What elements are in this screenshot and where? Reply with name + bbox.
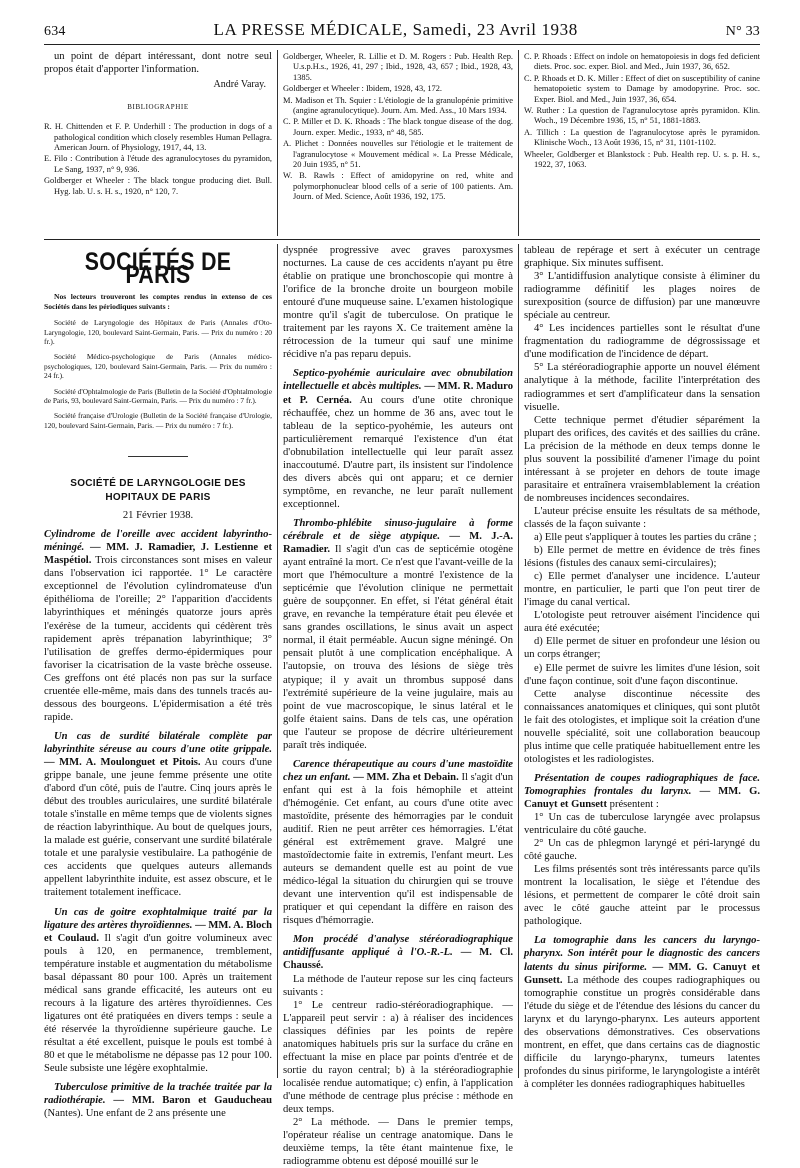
list-item: b) Elle permet de mettre en évidence de très fines lésions (fistules des canaux semi-circulaires); xyxy=(524,545,760,570)
article-authors: — MM. J. Ramadier, J. Lestienne et Maspétiol. xyxy=(44,542,272,567)
article-title: La tomographie dans les cancers du laryngo-pharynx. Son intérêt pour le diagnostic des cancers latents du sinus piriforme. xyxy=(524,935,760,973)
paragraph: L'otologiste peut retrouver aisément l'incidence qui aura été exécutée; xyxy=(524,610,760,635)
top-column-3 xyxy=(524,52,760,236)
reference: Goldberger et Wheeler : The black tongue producing diet. Bull. Hyg. lab. U. s. H. s., 1920, n° 120, 7. xyxy=(44,176,272,196)
article-authors: — MM. G. Canuyt et Gunsett xyxy=(524,785,760,810)
reference: E. Filo : Contribution à l'étude des agranulocytoses du pyramidon, Le Sang, 1937, n° 9, 936. xyxy=(44,154,272,174)
column-divider xyxy=(277,50,278,236)
section-separator xyxy=(44,239,760,240)
paragraph: 5° La stéréoradiographie apporte un nouvel élément analytique à la méthode, facilite l'interprétation des radiogrammes et sert d'amplificateur dans la sensation visuelle. xyxy=(524,362,760,413)
article-title: Présentation de coupes radiographiques de face. Tomographies frontales du larynx. xyxy=(524,772,760,797)
reference: C. P. Rhoads : Effect on indole on hematopoiesis in dogs fed deficient diets. Proc. soc. exper. Biol. and Med., Juin 1937, 36, 652. xyxy=(524,52,760,72)
society-heading: SOCIÉTÉ DE LARYNGOLOGIE DES HOPITAUX DE PARIS xyxy=(70,478,246,504)
paragraph: 3° L'antidiffusion analytique consiste à éliminer du radiogramme définitif les plages noires de surexposition (source de diffusion) par une manœuvre spéciale au centreur. xyxy=(524,271,760,322)
article-authors: — M. Cl. Chaussé. xyxy=(283,947,513,972)
article-title: Carence thérapeutique au cours d'une mastoïdite chez un enfant. xyxy=(283,758,513,783)
society-entry: Société française d'Urologie (Bulletin de la Société française d'Urologie, 120, boulevard Saint-Germain, Paris. — Prix du numéro : 7 fr.). xyxy=(44,411,272,430)
list-item: a) Elle peut s'appliquer à toutes les parties du crâne ; xyxy=(534,532,757,544)
body-column-3 xyxy=(524,244,760,1090)
article xyxy=(283,758,513,928)
notice: Nos lecteurs trouveront les comptes rendus in extenso de ces Sociétés dans les périodiques suivants : xyxy=(44,292,272,312)
list-item: 1° Un cas de tuberculose laryngée avec prolapsus ventriculaire du côté gauche. xyxy=(524,812,760,837)
article xyxy=(524,772,760,811)
article xyxy=(283,517,513,752)
article-authors: — MM. A. Moulonguet et Pitois. xyxy=(44,757,201,768)
paragraph: 4° Les incidences partielles sont le résultat d'une fragmentation du radiogramme de dégrossissage et d'une modification de l'incidence de départ. xyxy=(524,323,760,361)
article-ending: un point de départ intéressant, dont notre seul propos était d'apporter l'information. xyxy=(44,51,272,76)
paragraph: La méthode de l'auteur repose sur les cinq facteurs suivants : xyxy=(283,973,513,998)
article-body: Au cours d'une grippe banale, une jeune femme présente une otite d'abord d'un côté, puis de l'autre. Cinq jours après le début des troubles auriculaires, une surdité bilatérale totale s'installe en même temps que de violents signes de réaction labyrinthique. Au bout de quelques jours, la malade est guérie, conservant une surdité bilatérale totale et une paralysie vestibulaire. La pathogénie de ces accidents que quelques auteurs allemands appellent labyrinthite induite, est assez obscure, et le traitement totalement inefficace. xyxy=(44,757,272,899)
list-item: c) Elle permet d'analyser une incidence. L'auteur montre, en particulier, le parti que l'on peut tirer de l'image du canal vertical. xyxy=(524,571,760,609)
society-entry: Société de Laryngologie des Hôpitaux de Paris (Annales d'Oto-Laryngologie, 120, boulevard Saint-Germain, Paris. — Prix du numéro : 20 fr.). xyxy=(44,318,272,346)
paragraph: Cette analyse discontinue nécessite des connaissances anatomiques et cliniques, qui sont plutôt le fait des otologistes, et implique soit la création d'une nouvelle spécialité, soit une collaboration beaucoup plus intime que celle pratiquée habituellement entre les otologistes et les radiologistes. xyxy=(524,688,760,765)
reference: C. P. Miller et D. K. Rhoads : The black tongue disease of the dog. Journ. exper. Medic., 1933, n° 48, 585. xyxy=(283,117,513,137)
article-authors: — M. J.-A. Ramadier. xyxy=(283,530,513,556)
reference: R. H. Chittenden et F. P. Underhill : The production in dogs of a pathological condition which closely resembles Human Pellagra. American Journ. of Physiology, 1917, 44, 13. xyxy=(44,122,272,152)
reference: A. Tillich : La question de l'agranulocytose après le pyramidon. Klinische Woch., 13 Août 1936, 15, n° 31, 1101-1102. xyxy=(524,127,760,148)
reference: Wheeler, Goldberger et Blankstock : Pub. Health rep. U. s. p. H. s., 1922, 37, 1063. xyxy=(524,149,760,170)
article-body: (Nantes). Une enfant de 2 ans présente une xyxy=(44,1108,226,1120)
separator xyxy=(128,456,188,457)
reference: Goldberger et Wheeler : Ibidem, 1928, 43, 172. xyxy=(283,84,443,94)
article-title: Thrombo-phlébite sinuso-jugulaire à forme cérébrale et de siège atypique. xyxy=(283,517,513,542)
society-entry: Société d'Ophtalmologie de Paris (Bulletin de la Société d'Ophtalmologie de Paris, 93, boulevard Saint-Germain, Paris. — Prix du numéro : 7 fr.). xyxy=(44,386,272,405)
paragraph: L'auteur précise ensuite les résultats de sa méthode, classés de la façon suivante : xyxy=(524,505,760,530)
article-body: Il s'agit d'un goitre volumineux avec pouls à 120, en permanence, tremblement, température instable et augmentation du métabolisme basal dépassant 80 pour 100. Après un traitement médical sans grande efficacité, les auteurs ont eu recours à la ligature des artères thyroïdiennes. Ces ligatures ont été pratiquées en divers temps : seule a été réservée la thyroïdienne supérieure gauche. Le résultat a été excellent, puisque le pouls est tombé à 80 et que le métabolisme ne dépasse pas 12 pour 100. Seule subsiste une légère exophtalmie. xyxy=(44,932,273,1075)
reference: W. B. Rawls : Effect of amidopyrine on red, white and polymorphonuclear blood cells of a serie of 100 patients. Am. Journ. of Med. Science, Août 1936, 192, 175. xyxy=(283,171,513,202)
article-body: Il s'agit d'un cas de septicémie otogène ayant entraîné la mort. Ce n'est que l'avant-veille de la mort que l'hémoculture a montré l'existence de la septicémie que l'évolution clinique ne permettait guère de soupçonner. En effet, si l'état général était grave, en revanche la température était peu élevée et sans grandes oscillations, le sinus avait un aspect normal, il était perméable. Aucun signe méningé. On pensait plutôt à une complication encéphalique. A l'autopsie, on trouva des lésions de siège très atypique; il y avait un thrombus supposé dans l'extrémité supérieure de la veine jugulaire, mais au point de vue macroscopique, le sinus latéral et le golfe étaient sains. Dans de tels cas, une opération que l'auteur se propose de décrire ultérieurement paraît très indiquée. xyxy=(283,544,514,751)
society-entry: Société Médico-psychologique de Paris (Annales médico-psychologiques, 120, boulevard Saint-Germain, Paris. — Prix du numéro : 24 fr.). xyxy=(44,352,272,381)
body-column-2 xyxy=(283,244,514,1168)
article-authors: — MM. G. Canuyt et Gunsett. xyxy=(524,961,760,986)
paragraph: Cette technique permet d'étudier séparément la plupart des orifices, des cavités et des saillies du crâne. La précision de la méthode en deux temps donne le plus souvent la possibilité d'amener l'image du point intéressant à se projeter en dehors de toute image parasitaire et entraînera vraisemblablement la création de nombreuses incidences secondaires. xyxy=(524,414,760,504)
column-divider xyxy=(518,244,519,1078)
article-title: Mon procédé d'analyse stéréoradiographique antidiffusante appliqué à l'O.-R.-L. xyxy=(283,934,513,959)
body-column-1 xyxy=(44,244,273,1120)
article-title: Tuberculose primitive de la trachée traitée par la radiothérapie. xyxy=(44,1082,272,1107)
reference: Goldberger, Wheeler, R. Lillie et D. M. Rogers : Pub. Health Rep. U.s.p.H.s., 1926, 41, 297 ; Ibid., 1928, 43, 657 ; Ibid., 1928, 43, 1385. xyxy=(283,52,513,82)
section-title: SOCIÉTÉS DE PARIS xyxy=(84,248,232,290)
article-title: Septico-pyohémie auriculaire avec obnubilation intellectuelle et abcès multiples. xyxy=(283,368,513,393)
article-continuation: dyspnée progressive avec graves paroxysmes nocturnes. La cause de ces accidents n'ayant pu être établie on pratique une bronchoscopie qui montre à l'orifice de la bronche droite un bourgeon mobile entouré d'une muqueuse saine. L'examen histologique montre qu'il s'agit de tuberculose. On pratique le traitement par les rayons X. Ce traitement amène la rétrocession de la tumeur qui sauf une minime récidive n'a pas reparu depuis. xyxy=(283,245,513,361)
article xyxy=(44,730,272,900)
article-body: Trois circonstances sont mises en valeur dans l'observation ici rapportée. 1° Le caractère exceptionnel de l'évolution cylindromateuse d'un épithélioma de l'oreille; 2° l'apparition d'accidents labyrinthiques et méningés quatorze jours après l'exérèse de la tumeur, accidents qui cédèrent très rapidement après trépanation labyrinthique; 3° l'utilisation de greffes dermo-épidermiques pour favoriser la cicatrisation de la vaste brèche osseuse. Ces greffons ont été placés non pas sur la surface cruentée elle-même, mais dans des tunnels tracés au-dessous des bourgeons. L'épidermisation a été très rapide. xyxy=(44,555,272,723)
article xyxy=(44,1081,272,1120)
list-item: d) Elle permet de situer en profondeur une lésion ou un corps étranger; xyxy=(524,636,760,661)
list-item: 2° Un cas de phlegmon laryngé et péri-laryngé du côté gauche. xyxy=(524,838,760,863)
reference: M. Madison et Th. Squier : L'étiologie de la granulopénie primitive (angine agranulocytique). Journ. Am. Med. Ass., 10 Mars 1934. xyxy=(283,95,513,116)
column-divider xyxy=(277,244,278,1078)
article xyxy=(283,367,513,511)
column-divider xyxy=(518,50,519,236)
top-column-2 xyxy=(283,52,513,236)
page-number: 634 xyxy=(44,24,66,39)
author-signature: André Varay. xyxy=(213,79,266,91)
reference: W. Ruther : La question de l'agranulocytose après pyramidon. Klin. Woch., 19 Décembre 1936, 15, n° 51, 1881-1883. xyxy=(524,106,760,126)
article-authors: — MM. Zha et Debain. xyxy=(353,771,459,783)
article-authors: — MM. R. Maduro et P. Cernéa. xyxy=(283,381,513,406)
article-authors: — MM. Baron et Gauducheau xyxy=(113,1095,272,1107)
article-body: Au cours d'une otite chronique réchauffée, chez un homme de 36 ans, avec tout le tableau de la septico-pyohémie, les auteurs ont particulièrement remarqué l'existence d'un état d'obnubilation intellectuelle qui leur paraît assez inaccoutumé. D'autre part, ils insistent sur l'indolence des divers abcès qui ont apparu; et ce dernier symptôme, en revanche, ne leur paraît nullement exceptionnel. xyxy=(283,394,513,510)
paragraph: tableau de repérage et sert à exécuter un centrage graphique. Six minutes suffisent. xyxy=(524,245,760,270)
header-rule xyxy=(44,44,760,45)
bibliography-list xyxy=(44,122,272,197)
reference: C. P. Rhoads et D. K. Miller : Effect of diet on susceptibility of canine hematopoietic system to Damage by amodopyrine. Proc. soc. Exper. Biol. and Med., Juin 1937, 36, 654. xyxy=(524,73,760,104)
article-title: Un cas de surdité bilatérale complète par labyrinthite séreuse au cours d'une otite grippale. xyxy=(44,730,272,755)
list-item: e) Elle permet de suivre les limites d'une lésion, soit d'une façon continue, soit d'une façon discontinue. xyxy=(524,662,760,687)
meeting-date: 21 Février 1938. xyxy=(122,510,194,522)
article xyxy=(283,933,513,972)
article-body: La méthode des coupes radiographiques ou tomographie constitue un progrès considérable dans l'étude du siège et de l'étendue des lésions du cancer du larynx et du laryngo-pharynx. Les auteurs apportent des observations démonstratives. Ces observations montrent, en effet, que dans certains cas de diagnostic difficile du laryngo-pharynx, tumeurs latentes profondes du sinus piriforme, le laryngologiste a intérêt à compléter les données radiographiques habituelles xyxy=(524,974,760,1090)
paragraph: 2° La méthode. — Dans le premier temps, l'opérateur réalise un centrage anatomique. Dans le deuxième temps, la tête étant maintenue fixe, le radiogramme obtenu est déposé mouillé sur le xyxy=(283,1117,513,1168)
article-body: Il s'agit d'un enfant qui est à la fois hémophile et atteint d'hémogénie. Cet enfant, au cours d'une otite avec mastoïdite, présente des hémorragies par le conduit auditif. Rien ne peut arrêter ces hémorragies. L'état général est extrêmement grave. Malgré une mastoïdectomie faite in extremis, l'enfant meurt. Les auteurs se demandent quelle est au point de vue médico-légal la situation du chirurgien qui se trouve devant une intervention qu'il est indispensable de pratiquer et qui cependant la diffère en raison des risques d'hémorragie. xyxy=(283,771,514,927)
top-column-1 xyxy=(44,50,272,236)
paragraph: Les films présentés sont très intéressants parce qu'ils montrent la localisation, le siège et l'étendue des lésions, et permettent de comparer le côté droit sain avec le côté gauche atteint par le processus pathologique. xyxy=(524,864,760,928)
article-title: Cylindrome de l'oreille avec accident labyrintho-méningé. xyxy=(44,529,272,554)
page-header xyxy=(44,20,760,42)
reference: A. Plichet : Données nouvelles sur l'étiologie et le traitement de l'agranulocytose « Mouvement médical ». La Presse Médicale, 20 Juin 1935, n° 51. xyxy=(283,139,513,170)
article-title: Un cas de goitre exophtalmique traité par la ligature des artères thyroïdiennes. xyxy=(44,906,272,931)
issue-number: N° 33 xyxy=(725,24,760,39)
article xyxy=(44,906,272,1076)
article-authors: — MM. A. Bloch et Coulaud. xyxy=(44,919,272,944)
bibliography-heading: BIBLIOGRAPHIE xyxy=(127,103,189,112)
article-body: présentent : xyxy=(609,798,659,810)
journal-title: LA PRESSE MÉDICALE, Samedi, 23 Avril 1938 xyxy=(213,20,578,39)
article xyxy=(44,528,272,724)
article xyxy=(524,934,760,1091)
paragraph: 1° Le centreur radio-stéréoradiographique. — L'appareil peut servir : a) à réaliser des incidences classiques définies par les points de repère anatomiques habituels pris sur la surface du crâne en effectuant la mise en place par points d'entrée et de sortie du rayon central; b) à la stéréoradiographie localisée rendue automatique; c) enfin, à l'application d'une méthode de centrage plus précise : méthode en deux temps. xyxy=(283,999,513,1115)
